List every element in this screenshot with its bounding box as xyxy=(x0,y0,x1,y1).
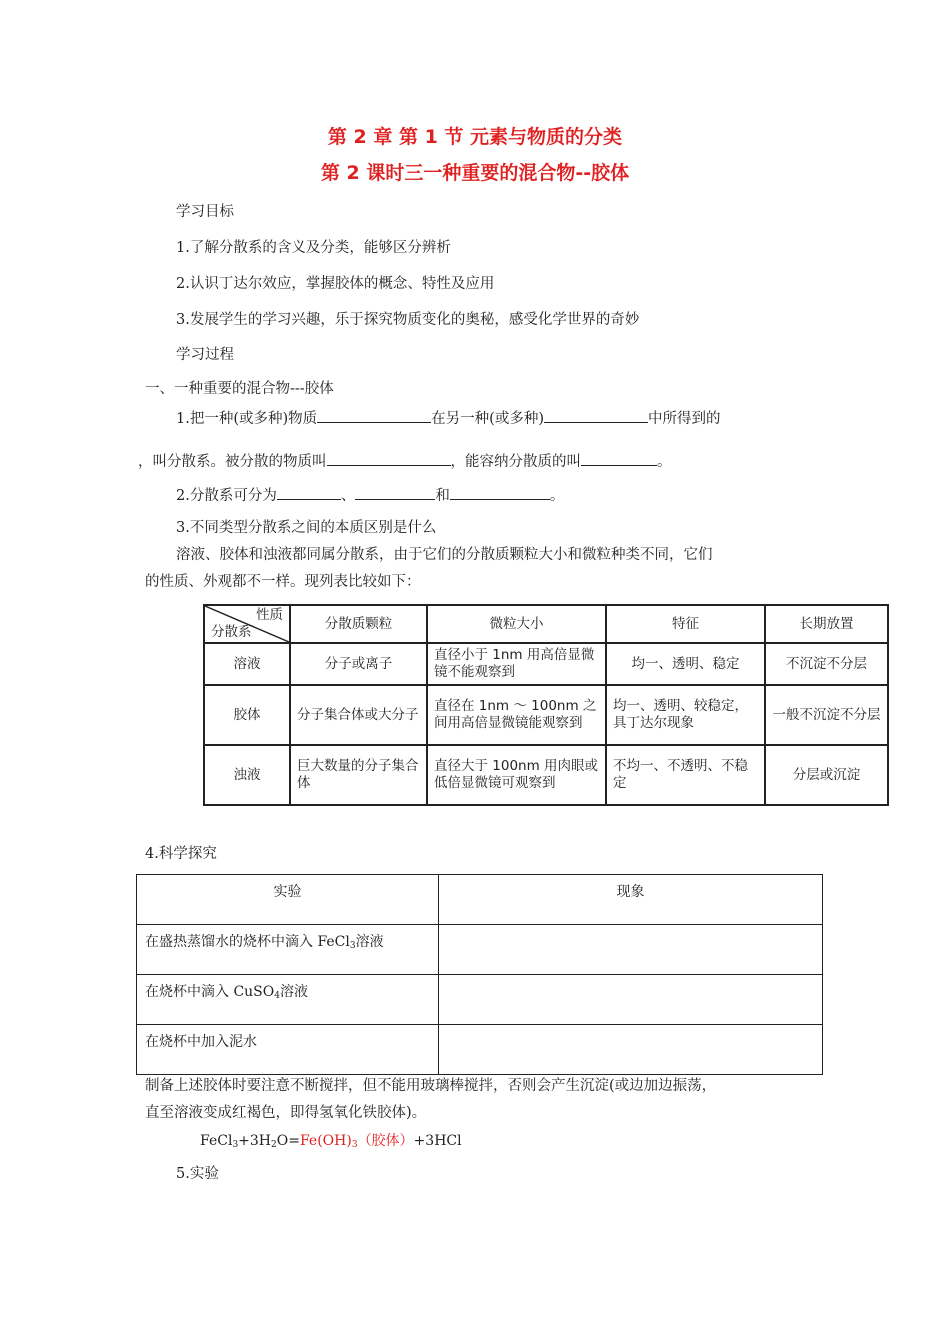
table-cell: 不沉淀不分层 xyxy=(765,643,888,685)
table-cell: 不均一、不透明、不稳定 xyxy=(606,745,765,805)
note-line: 直至溶液变成红褐色，即得氢氧化铁胶体)。 xyxy=(145,1105,427,1121)
fill-blank[interactable] xyxy=(327,451,451,466)
table-cell: 巨大数量的分子集合体 xyxy=(290,745,427,805)
chemical-equation: $FeCl_3+3H_2O=Fe(OH)_3$（胶体）+3HCl xyxy=(200,1133,462,1150)
note-line: 制备上述胶体时要注意不断搅拌，但不能用玻璃棒搅拌，否则会产生沉淀(或边加边振荡， xyxy=(145,1078,717,1094)
table-corner-cell xyxy=(204,605,290,643)
experiment-cell: 在烧杯中滴入 CuSO$_4$溶液 xyxy=(137,975,439,1025)
column-header: 长期放置 xyxy=(765,605,888,643)
objective-item: 3.发展学生的学习兴趣，乐于探究物质变化的奥秘，感受化学世界的奇妙 xyxy=(176,312,640,328)
table-cell: 直径在 1nm ～ 100nm 之间用高倍显微镜能观察到 xyxy=(427,685,606,745)
table-cell: 分子或离子 xyxy=(290,643,427,685)
experiment-cell: 在烧杯中加入泥水 xyxy=(137,1025,439,1075)
inquiry-heading: 4.科学探究 xyxy=(145,846,217,862)
paragraph-line: 溶液、胶体和浊液都同属分散系，由于它们的分散质颗粒大小和微粒种类不同，它们 xyxy=(176,547,713,563)
fill-blank[interactable] xyxy=(355,485,435,500)
question-1: 1.把一种(或多种)物质 在另一种(或多种) 中所得到的 xyxy=(176,407,720,428)
corner-label-system: 分散系 xyxy=(211,624,252,640)
fill-blank[interactable] xyxy=(450,485,550,500)
row-header: 溶液 xyxy=(204,643,290,685)
objectives-heading: 学习目标 xyxy=(176,204,234,220)
fill-blank[interactable] xyxy=(544,408,648,423)
section-heading: 一、一种重要的混合物---胶体 xyxy=(145,381,334,397)
observation-cell[interactable] xyxy=(439,1025,823,1075)
table-cell: 分子集合体或大分子 xyxy=(290,685,427,745)
chapter-title: 第 2 章 第 1 节 元素与物质的分类 xyxy=(327,126,623,148)
observation-cell[interactable] xyxy=(439,925,823,975)
fill-blank[interactable] xyxy=(317,408,431,423)
process-heading: 学习过程 xyxy=(176,347,234,363)
objective-item: 1.了解分散系的含义及分类，能够区分辨析 xyxy=(176,240,451,256)
table-cell: 均一、透明、稳定 xyxy=(606,643,765,685)
column-header: 微粒大小 xyxy=(427,605,606,643)
table-row xyxy=(137,1025,823,1075)
objective-item: 2.认识丁达尔效应，掌握胶体的概念、特性及应用 xyxy=(176,276,495,292)
question-3: 3.不同类型分散系之间的本质区别是什么 xyxy=(176,520,437,536)
question-2: 2.分散系可分为 、 和 。 xyxy=(176,484,564,505)
column-header: 特征 xyxy=(606,605,765,643)
table-row xyxy=(137,975,823,1025)
column-header: 实验 xyxy=(137,875,439,925)
observation-cell[interactable] xyxy=(439,975,823,1025)
column-header: 现象 xyxy=(439,875,823,925)
column-header: 分散质颗粒 xyxy=(290,605,427,643)
fill-blank[interactable] xyxy=(277,485,341,500)
table-cell: 分层或沉淀 xyxy=(765,745,888,805)
experiment-table xyxy=(136,874,823,1075)
table-cell: 直径大于 100nm 用肉眼或低倍显微镜可观察到 xyxy=(427,745,606,805)
comparison-table xyxy=(203,604,889,806)
row-header: 胶体 xyxy=(204,685,290,745)
experiment-heading: 5.实验 xyxy=(176,1166,219,1182)
lesson-title: 第 2 课时三一种重要的混合物--胶体 xyxy=(320,162,630,184)
corner-label-property: 性质 xyxy=(256,607,283,623)
table-cell: 一般不沉淀不分层 xyxy=(765,685,888,745)
experiment-cell: 在盛热蒸馏水的烧杯中滴入 FeCl$_3$溶液 xyxy=(137,925,439,975)
fill-blank[interactable] xyxy=(581,451,657,466)
table-row xyxy=(204,685,888,745)
question-1-continued: ，叫分散系。被分散的物质叫 ，能容纳分散质的叫 。 xyxy=(138,450,672,471)
table-row xyxy=(137,925,823,975)
row-header: 浊液 xyxy=(204,745,290,805)
paragraph-line: 的性质、外观都不一样。现列表比较如下： xyxy=(145,574,421,590)
table-row xyxy=(204,643,888,685)
table-cell: 直径小于 1nm 用高倍显微镜不能观察到 xyxy=(427,643,606,685)
table-row xyxy=(204,745,888,805)
table-cell: 均一、透明、较稳定，具丁达尔现象 xyxy=(606,685,765,745)
